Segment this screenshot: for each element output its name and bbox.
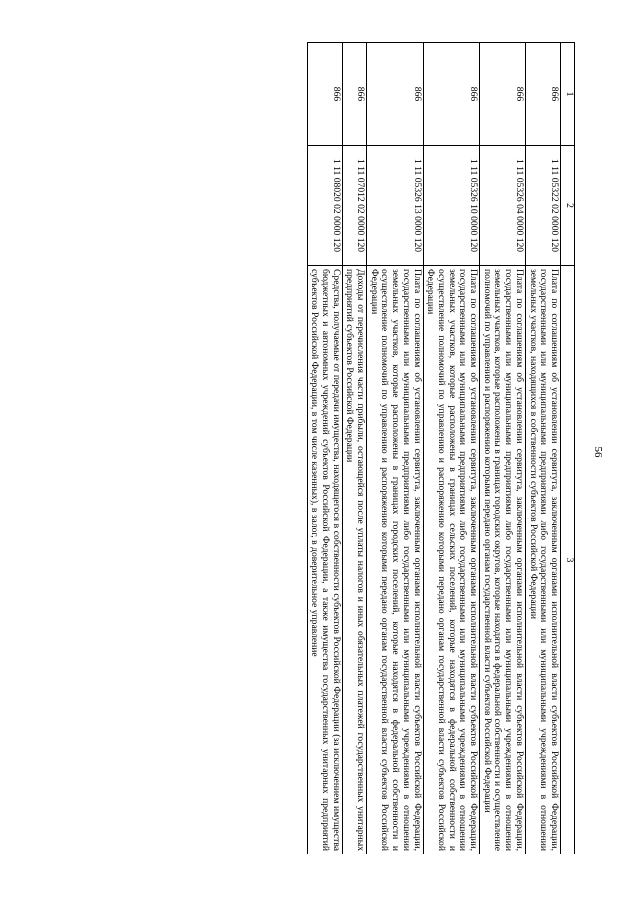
- admin-code-cell: 866: [367, 43, 424, 146]
- description-cell: Плата по соглашениям об установлении сервитута, заключенным органами исполнительной власти субъектов Российской Федерации, государственными или муниципальными предприятиями либо государственными или муниципальными учреждениями в отношении земельных участков, которые расположены в границах городских поселений, которые находятся в федеральной собственности и осуществление полномочий по управлению и распоряжению которыми передано органам государственной власти субъектов Российской Федерации: [367, 266, 424, 855]
- kbk-code-cell: 1 11 05326 04 0000 120: [480, 146, 526, 266]
- description-cell: Средства, получаемые от передачи имущества, находящегося в собственности субъектов Российской Федерации (за исключением имущества бюджетных и автономных учреждений субъектов Российской Федерации, а также имущества государственных унитарных предприятий субъектов Российской Федерации, в том числе казенных), в залог, в доверительное управление: [307, 266, 342, 855]
- table-row: [367, 43, 424, 855]
- table-row: [423, 43, 480, 855]
- admin-code-cell: 866: [342, 43, 366, 146]
- table-header-row: [561, 43, 575, 855]
- column-header-1: 1: [561, 43, 575, 146]
- kbk-code-cell: 1 11 05326 10 0000 120: [423, 146, 480, 266]
- admin-code-cell: 866: [480, 43, 526, 146]
- column-header-2: 2: [561, 146, 575, 266]
- kbk-code-cell: 1 11 05326 13 0000 120: [367, 146, 424, 266]
- description-cell: Плата по соглашениям об установлении сервитута, заключенным органами исполнительной власти субъектов Российской Федерации, государственными или муниципальными предприятиями либо государственными или муниципальными учреждениями в отношении земельных участков, которые расположены в границах городских округов, которые находятся в федеральной собственности и осуществление полномочий по управлению и распоряжению которыми передано органам государственной власти субъектов Российской Федерации: [480, 266, 526, 855]
- table-row: [480, 43, 526, 855]
- column-header-3: 3: [561, 266, 575, 855]
- description-cell: Плата по соглашениям об установлении сервитута, заключенным органами исполнительной власти субъектов Российской Федерации, государственными или муниципальными предприятиями либо государственными или муниципальными учреждениями в отношении земельных участков, которые расположены в границах сельских поселений, которые находятся в федеральной собственности и осуществление полномочий по управлению и распоряжению которыми передано органам государственной власти субъектов Российской Федерации: [423, 266, 480, 855]
- table-row: [525, 43, 560, 855]
- description-cell: Доходы от перечисления части прибыли, остающейся после уплаты налогов и иных обязательных платежей государственных унитарных предприятий субъектов Российской Федерации: [342, 266, 366, 855]
- description-cell: Плата по соглашениям об установлении сервитута, заключенным органами исполнительной власти субъектов Российской Федерации, государственными или муниципальными предприятиями либо государственными или муниципальными учреждениями в отношении земельных участков, находящихся в собственности субъектов Российской Федерации: [525, 266, 560, 855]
- income-codes-table: [307, 42, 575, 854]
- admin-code-cell: 866: [307, 43, 342, 146]
- admin-code-cell: 866: [525, 43, 560, 146]
- kbk-code-cell: 1 11 07012 02 0000 120: [342, 146, 366, 266]
- landscape-content: [63, 42, 575, 854]
- kbk-code-cell: 1 11 08020 02 0000 120: [307, 146, 342, 266]
- kbk-code-cell: 1 11 05322 02 0000 120: [525, 146, 560, 266]
- table-row: [342, 43, 366, 855]
- admin-code-cell: 866: [423, 43, 480, 146]
- rotated-page: [63, 42, 575, 854]
- page-number: 56: [592, 446, 604, 458]
- table-row: [307, 43, 342, 855]
